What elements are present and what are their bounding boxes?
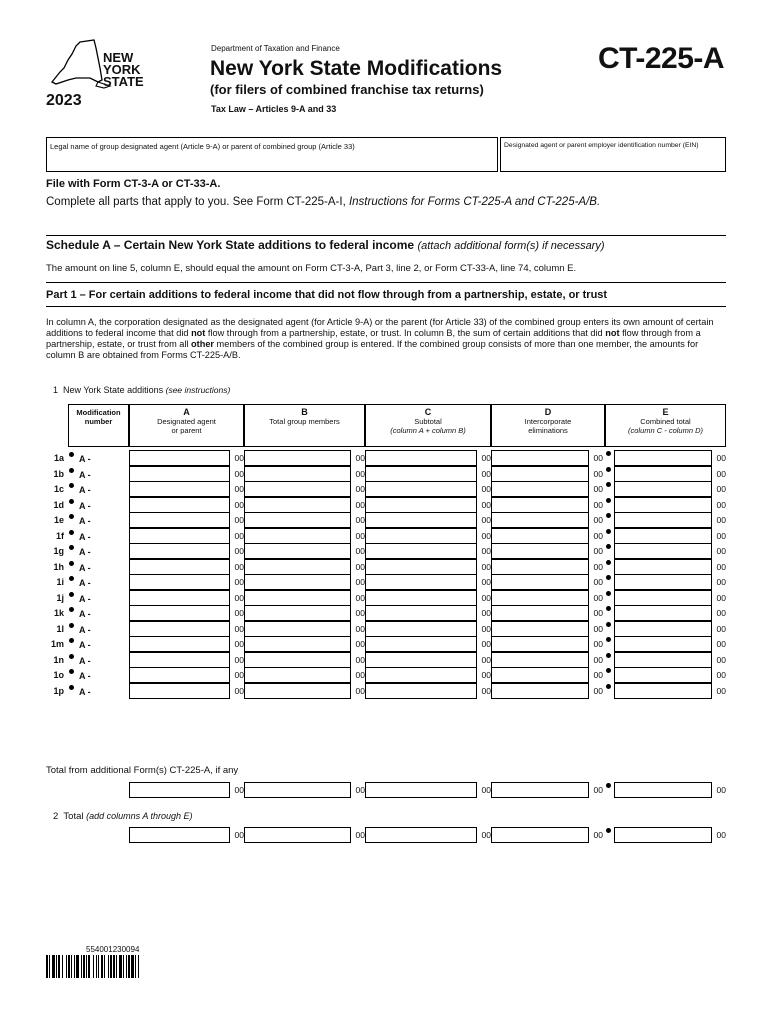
cents-label: 00 bbox=[234, 530, 244, 541]
cents-label: 00 bbox=[481, 453, 491, 463]
modification-prefix: A - bbox=[79, 655, 91, 666]
row-1h-col-e-input[interactable] bbox=[614, 559, 712, 575]
row-number: 1c bbox=[53, 484, 64, 494]
row-1l-col-b-input[interactable] bbox=[244, 621, 351, 637]
cents-label: 00 bbox=[593, 484, 603, 494]
cents-label: 00 bbox=[716, 499, 726, 510]
row-number: 1b bbox=[53, 468, 64, 479]
cents-label: 00 bbox=[234, 468, 244, 479]
bullet-icon bbox=[69, 576, 74, 581]
cents-label: 00 bbox=[716, 608, 726, 618]
modification-number-input[interactable] bbox=[96, 621, 128, 637]
total-additional-label: Total from additional Form(s) CT-225-A, if any bbox=[46, 765, 239, 776]
bullet-icon bbox=[606, 591, 611, 596]
bullet-icon bbox=[606, 451, 611, 456]
logo-year: 2023 bbox=[46, 92, 82, 109]
instructions-reference: Instructions for Forms CT-225-A and CT-225-A/B. bbox=[348, 196, 601, 208]
cents-label: 00 bbox=[355, 546, 365, 556]
modification-prefix: A - bbox=[79, 686, 91, 697]
cents-label: 00 bbox=[355, 592, 365, 603]
barcode-number: 554001230094 bbox=[86, 945, 140, 954]
cents-label: 00 bbox=[593, 685, 603, 696]
row-1n-col-b-input[interactable] bbox=[244, 652, 351, 668]
cents-label: 00 bbox=[355, 670, 365, 680]
row-1e-col-c-input[interactable] bbox=[365, 512, 477, 528]
row-1k-col-a-input[interactable] bbox=[129, 605, 230, 621]
row-number: 1l bbox=[56, 623, 64, 634]
cents-label: 00 bbox=[716, 685, 726, 696]
cents-label: 00 bbox=[234, 685, 244, 696]
cents-label: 00 bbox=[355, 654, 365, 665]
row-1f-col-b-input[interactable] bbox=[244, 528, 351, 544]
cents-label: 00 bbox=[355, 623, 365, 634]
cents-label: 00 bbox=[481, 546, 491, 556]
bullet-icon bbox=[606, 544, 611, 549]
cents-label: 00 bbox=[716, 592, 726, 603]
row-number: 1e bbox=[53, 515, 64, 525]
file-with-instruction: File with Form CT-3-A or CT-33-A. bbox=[46, 178, 221, 190]
row-number: 1h bbox=[53, 561, 64, 572]
column-b-header: B Total group members bbox=[244, 404, 365, 447]
modification-number-input[interactable] bbox=[96, 481, 128, 497]
cents-label: 00 bbox=[355, 639, 365, 649]
column-c-header: C Subtotal (column A + column B) bbox=[365, 404, 491, 447]
cents-label: 00 bbox=[593, 608, 603, 618]
modification-number-input[interactable] bbox=[96, 652, 128, 668]
bullet-icon bbox=[69, 592, 74, 597]
row-number: 1d bbox=[53, 499, 64, 510]
modification-number-input[interactable] bbox=[96, 574, 128, 590]
cents-label: 00 bbox=[234, 592, 244, 603]
row-number: 1p bbox=[53, 685, 64, 696]
cents-label: 00 bbox=[716, 561, 726, 572]
cents-label: 00 bbox=[355, 561, 365, 572]
cents-label: 00 bbox=[716, 546, 726, 556]
modification-number-input[interactable] bbox=[96, 667, 128, 683]
cents-label: 00 bbox=[481, 561, 491, 572]
cents-label: 00 bbox=[234, 453, 244, 463]
row-1h-col-c-input[interactable] bbox=[365, 559, 477, 575]
form-subtitle: (for filers of combined franchise tax returns) bbox=[210, 82, 484, 97]
cents-label: 00 bbox=[481, 530, 491, 541]
bullet-icon bbox=[69, 499, 74, 504]
modification-prefix: A - bbox=[79, 562, 91, 573]
row-1e-col-e-input[interactable] bbox=[614, 512, 712, 528]
total-additional-col-d-input[interactable] bbox=[491, 782, 589, 798]
modification-prefix: A - bbox=[79, 454, 91, 464]
row-1b-col-b-input[interactable] bbox=[244, 466, 351, 482]
cents-label: 00 bbox=[481, 623, 491, 634]
total-additional-col-e-input[interactable] bbox=[614, 782, 712, 798]
row-1k-col-e-input[interactable] bbox=[614, 605, 712, 621]
barcode bbox=[46, 955, 196, 978]
row-1e-col-b-input[interactable] bbox=[244, 512, 351, 528]
modification-number-input[interactable] bbox=[96, 497, 128, 513]
row-1a-col-d-input[interactable] bbox=[491, 450, 589, 466]
row-number: 1g bbox=[53, 546, 64, 556]
bullet-icon bbox=[606, 482, 611, 487]
modification-prefix: A - bbox=[79, 624, 91, 635]
schedule-a-title: Schedule A – Certain New York State additions to federal income (attach additional form(s) if necessary) bbox=[46, 238, 605, 252]
department-name: Department of Taxation and Finance bbox=[211, 44, 340, 53]
modification-number-input[interactable] bbox=[96, 605, 128, 621]
bullet-icon bbox=[69, 623, 74, 628]
row-number: 1i bbox=[56, 577, 64, 587]
row-1d-col-e-input[interactable] bbox=[614, 497, 712, 513]
ein-field[interactable] bbox=[500, 137, 726, 172]
logo-york: YORK bbox=[103, 62, 141, 77]
line2-total-col-a-input[interactable] bbox=[129, 827, 230, 843]
modification-number-input[interactable] bbox=[96, 683, 128, 699]
row-1m-col-a-input[interactable] bbox=[129, 636, 230, 652]
row-1e-col-d-input[interactable] bbox=[491, 512, 589, 528]
cents-label: 00 bbox=[481, 468, 491, 479]
row-1p-col-c-input[interactable] bbox=[365, 683, 477, 699]
row-1m-col-e-input[interactable] bbox=[614, 636, 712, 652]
row-1o-col-a-input[interactable] bbox=[129, 667, 230, 683]
row-1c-col-c-input[interactable] bbox=[365, 481, 477, 497]
cents-label: 00 bbox=[593, 785, 603, 795]
tax-law: Tax Law – Articles 9-A and 33 bbox=[211, 104, 337, 114]
cents-label: 00 bbox=[355, 453, 365, 463]
row-1b-col-a-input[interactable] bbox=[129, 466, 230, 482]
row-1l-col-a-input[interactable] bbox=[129, 621, 230, 637]
cents-label: 00 bbox=[234, 830, 244, 840]
bullet-icon bbox=[606, 513, 611, 518]
cents-label: 00 bbox=[716, 515, 726, 525]
cents-label: 00 bbox=[234, 654, 244, 665]
bullet-icon bbox=[606, 467, 611, 472]
row-1c-col-e-input[interactable] bbox=[614, 481, 712, 497]
row-1j-col-b-input[interactable] bbox=[244, 590, 351, 606]
modification-number-input[interactable] bbox=[96, 528, 128, 544]
row-1l-col-c-input[interactable] bbox=[365, 621, 477, 637]
modification-number-input[interactable] bbox=[96, 512, 128, 528]
cents-label: 00 bbox=[481, 577, 491, 587]
divider bbox=[46, 306, 726, 307]
row-1m-col-c-input[interactable] bbox=[365, 636, 477, 652]
schedule-a-note: (attach additional form(s) if necessary) bbox=[417, 240, 605, 252]
row-1p-col-d-input[interactable] bbox=[491, 683, 589, 699]
bullet-icon bbox=[69, 561, 74, 566]
row-number: 1k bbox=[53, 608, 64, 618]
row-1n-col-d-input[interactable] bbox=[491, 652, 589, 668]
row-1k-col-d-input[interactable] bbox=[491, 605, 589, 621]
row-1m-col-d-input[interactable] bbox=[491, 636, 589, 652]
row-1g-col-b-input[interactable] bbox=[244, 543, 351, 559]
cents-label: 00 bbox=[593, 577, 603, 587]
row-1i-col-e-input[interactable] bbox=[614, 574, 712, 590]
row-number: 1n bbox=[53, 654, 64, 665]
bullet-icon bbox=[606, 637, 611, 642]
cents-label: 00 bbox=[481, 654, 491, 665]
logo-state: STATE bbox=[103, 74, 144, 89]
bullet-icon bbox=[606, 783, 611, 788]
cents-label: 00 bbox=[481, 499, 491, 510]
cents-label: 00 bbox=[481, 515, 491, 525]
cents-label: 00 bbox=[355, 785, 365, 795]
complete-instruction: Complete all parts that apply to you. See Form CT-225-A-I, Instructions for Forms CT-225-A and CT-225-A/B. bbox=[46, 196, 601, 208]
modification-number-input[interactable] bbox=[96, 450, 128, 466]
modification-prefix: A - bbox=[79, 469, 91, 480]
cents-label: 00 bbox=[716, 530, 726, 541]
cents-label: 00 bbox=[355, 577, 365, 587]
cents-label: 00 bbox=[234, 499, 244, 510]
row-1c-col-a-input[interactable] bbox=[129, 481, 230, 497]
row-1e-col-a-input[interactable] bbox=[129, 512, 230, 528]
cents-label: 00 bbox=[481, 639, 491, 649]
cents-label: 00 bbox=[716, 785, 726, 795]
modification-prefix: A - bbox=[79, 640, 91, 650]
bullet-icon bbox=[69, 607, 74, 612]
modification-number-input[interactable] bbox=[96, 590, 128, 606]
cents-label: 00 bbox=[593, 670, 603, 680]
cents-label: 00 bbox=[593, 499, 603, 510]
cents-label: 00 bbox=[234, 608, 244, 618]
form-title: New York State Modifications bbox=[210, 57, 503, 80]
line2-total-col-c-input[interactable] bbox=[365, 827, 477, 843]
row-1f-col-a-input[interactable] bbox=[129, 528, 230, 544]
row-1f-col-d-input[interactable] bbox=[491, 528, 589, 544]
cents-label: 00 bbox=[593, 530, 603, 541]
cents-label: 00 bbox=[234, 577, 244, 587]
total-additional-col-a-input[interactable] bbox=[129, 782, 230, 798]
cents-label: 00 bbox=[234, 546, 244, 556]
row-1o-col-d-input[interactable] bbox=[491, 667, 589, 683]
modification-prefix: A - bbox=[79, 671, 91, 681]
modification-prefix: A - bbox=[79, 531, 91, 542]
cents-label: 00 bbox=[593, 623, 603, 634]
cents-label: 00 bbox=[481, 830, 491, 840]
row-1c-col-d-input[interactable] bbox=[491, 481, 589, 497]
bullet-icon bbox=[606, 606, 611, 611]
cents-label: 00 bbox=[234, 785, 244, 795]
bullet-icon bbox=[69, 452, 74, 457]
cents-label: 00 bbox=[593, 830, 603, 840]
legal-name-label: Legal name of group designated agent (Article 9-A) or parent of combined group (Article 33) bbox=[50, 142, 355, 151]
row-1g-col-c-input[interactable] bbox=[365, 543, 477, 559]
bullet-icon bbox=[606, 622, 611, 627]
modification-number-input[interactable] bbox=[96, 543, 128, 559]
cents-label: 00 bbox=[716, 670, 726, 680]
row-1h-col-b-input[interactable] bbox=[244, 559, 351, 575]
cents-label: 00 bbox=[234, 484, 244, 494]
cents-label: 00 bbox=[716, 577, 726, 587]
column-d-header: D Intercorporate eliminations bbox=[491, 404, 605, 447]
cents-label: 00 bbox=[716, 623, 726, 634]
row-number: 1a bbox=[53, 453, 64, 463]
bullet-icon bbox=[69, 669, 74, 674]
divider bbox=[46, 282, 726, 283]
part1-title: Part 1 – For certain additions to federal income that did not flow through from a partnership, estate, or trust bbox=[46, 289, 608, 301]
row-1o-col-c-input[interactable] bbox=[365, 667, 477, 683]
bullet-icon bbox=[69, 654, 74, 659]
cents-label: 00 bbox=[355, 468, 365, 479]
cents-label: 00 bbox=[593, 639, 603, 649]
row-1i-col-c-input[interactable] bbox=[365, 574, 477, 590]
cents-label: 00 bbox=[593, 546, 603, 556]
modification-number-input[interactable] bbox=[96, 636, 128, 652]
modification-prefix: A - bbox=[79, 485, 91, 495]
cents-label: 00 bbox=[593, 592, 603, 603]
cents-label: 00 bbox=[716, 830, 726, 840]
row-1m-col-b-input[interactable] bbox=[244, 636, 351, 652]
bullet-icon bbox=[606, 529, 611, 534]
row-1k-col-b-input[interactable] bbox=[244, 605, 351, 621]
row-number: 1j bbox=[56, 592, 64, 603]
modification-prefix: A - bbox=[79, 500, 91, 511]
row-1a-col-b-input[interactable] bbox=[244, 450, 351, 466]
column-a-header: A Designated agent or parent bbox=[129, 404, 244, 447]
row-1n-col-e-input[interactable] bbox=[614, 652, 712, 668]
row-1p-col-a-input[interactable] bbox=[129, 683, 230, 699]
cents-label: 00 bbox=[355, 830, 365, 840]
modification-number-header: Modification number bbox=[68, 404, 129, 447]
logo-new: NEW bbox=[103, 50, 134, 65]
legal-name-field[interactable] bbox=[46, 137, 498, 172]
bullet-icon bbox=[606, 684, 611, 689]
total-additional-col-c-input[interactable] bbox=[365, 782, 477, 798]
cents-label: 00 bbox=[716, 453, 726, 463]
row-1d-col-b-input[interactable] bbox=[244, 497, 351, 513]
row-1b-col-e-input[interactable] bbox=[614, 466, 712, 482]
row-1j-col-c-input[interactable] bbox=[365, 590, 477, 606]
bullet-icon bbox=[69, 530, 74, 535]
part1-instructions: In column A, the corporation designated as the designated agent (for Article 9-A) or the parent (for Article 33) of the combined group enters its own amount of certain additions to federal income that did not flow through from a partnership, estate, or trust. In column B, the sum of certain additions that did not flow through from a partnership, estate, or trust from all other members of the combined group is entered. If the combined group consists of more than one member, the amounts for column B are obtained from Forms CT-225-A/B. bbox=[46, 317, 714, 360]
bullet-icon bbox=[69, 638, 74, 643]
row-1n-col-c-input[interactable] bbox=[365, 652, 477, 668]
cents-label: 00 bbox=[716, 639, 726, 649]
cents-label: 00 bbox=[355, 499, 365, 510]
cents-label: 00 bbox=[481, 785, 491, 795]
bullet-icon bbox=[69, 483, 74, 488]
cents-label: 00 bbox=[481, 670, 491, 680]
ein-label: Designated agent or parent employer identification number (EIN) bbox=[504, 142, 699, 149]
line2-total-col-e-input[interactable] bbox=[614, 827, 712, 843]
row-1p-col-e-input[interactable] bbox=[614, 683, 712, 699]
row-1o-col-e-input[interactable] bbox=[614, 667, 712, 683]
row-number: 1f bbox=[55, 530, 64, 541]
modification-prefix: A - bbox=[79, 593, 91, 604]
modification-number-input[interactable] bbox=[96, 466, 128, 482]
bullet-icon bbox=[606, 653, 611, 658]
row-1i-col-a-input[interactable] bbox=[129, 574, 230, 590]
row-1d-col-c-input[interactable] bbox=[365, 497, 477, 513]
row-1j-col-a-input[interactable] bbox=[129, 590, 230, 606]
row-1g-col-d-input[interactable] bbox=[491, 543, 589, 559]
bullet-icon bbox=[606, 498, 611, 503]
row-number: 1m bbox=[50, 639, 64, 649]
cents-label: 00 bbox=[234, 670, 244, 680]
cents-label: 00 bbox=[234, 515, 244, 525]
row-1i-col-d-input[interactable] bbox=[491, 574, 589, 590]
row-1n-col-a-input[interactable] bbox=[129, 652, 230, 668]
bullet-icon bbox=[606, 828, 611, 833]
row-1d-col-a-input[interactable] bbox=[129, 497, 230, 513]
cents-label: 00 bbox=[355, 515, 365, 525]
divider bbox=[46, 235, 726, 236]
row-1d-col-d-input[interactable] bbox=[491, 497, 589, 513]
modification-prefix: A - bbox=[79, 609, 91, 619]
cents-label: 00 bbox=[234, 623, 244, 634]
modification-prefix: A - bbox=[79, 578, 91, 588]
line2-total-col-b-input[interactable] bbox=[244, 827, 351, 843]
row-1b-col-c-input[interactable] bbox=[365, 466, 477, 482]
nys-logo bbox=[46, 38, 156, 112]
amount-note: The amount on line 5, column E, should equal the amount on Form CT-3-A, Part 3, line 2, or Form CT-33-A, line 74, column E. bbox=[46, 263, 577, 274]
cents-label: 00 bbox=[355, 685, 365, 696]
form-number: CT-225-A bbox=[598, 42, 725, 75]
cents-label: 00 bbox=[481, 592, 491, 603]
cents-label: 00 bbox=[716, 654, 726, 665]
row-1o-col-b-input[interactable] bbox=[244, 667, 351, 683]
row-1g-col-a-input[interactable] bbox=[129, 543, 230, 559]
row-1a-col-e-input[interactable] bbox=[614, 450, 712, 466]
modification-prefix: A - bbox=[79, 516, 91, 526]
row-1j-col-e-input[interactable] bbox=[614, 590, 712, 606]
bullet-icon bbox=[606, 668, 611, 673]
cents-label: 00 bbox=[234, 561, 244, 572]
cents-label: 00 bbox=[716, 468, 726, 479]
row-1a-col-c-input[interactable] bbox=[365, 450, 477, 466]
total-additional-col-b-input[interactable] bbox=[244, 782, 351, 798]
row-1h-col-d-input[interactable] bbox=[491, 559, 589, 575]
line2-total-col-d-input[interactable] bbox=[491, 827, 589, 843]
row-1f-col-e-input[interactable] bbox=[614, 528, 712, 544]
cents-label: 00 bbox=[593, 453, 603, 463]
row-1l-col-e-input[interactable] bbox=[614, 621, 712, 637]
row-1j-col-d-input[interactable] bbox=[491, 590, 589, 606]
column-e-header: E Combined total (column C - column D) bbox=[605, 404, 726, 447]
row-1p-col-b-input[interactable] bbox=[244, 683, 351, 699]
line2-label: 2 Total (add columns A through E) bbox=[53, 811, 193, 822]
bullet-icon bbox=[69, 468, 74, 473]
cents-label: 00 bbox=[593, 468, 603, 479]
row-number: 1o bbox=[53, 670, 64, 680]
cents-label: 00 bbox=[355, 530, 365, 541]
bullet-icon bbox=[69, 545, 74, 550]
bullet-icon bbox=[606, 560, 611, 565]
cents-label: 00 bbox=[355, 484, 365, 494]
row-1k-col-c-input[interactable] bbox=[365, 605, 477, 621]
row-1g-col-e-input[interactable] bbox=[614, 543, 712, 559]
row-1a-col-a-input[interactable] bbox=[129, 450, 230, 466]
cents-label: 00 bbox=[593, 654, 603, 665]
row-1l-col-d-input[interactable] bbox=[491, 621, 589, 637]
bullet-icon bbox=[69, 514, 74, 519]
cents-label: 00 bbox=[234, 639, 244, 649]
line1-label: 1 New York State additions (see instructions) bbox=[53, 385, 231, 395]
cents-label: 00 bbox=[355, 608, 365, 618]
barcode-bar bbox=[139, 955, 141, 978]
cents-label: 00 bbox=[481, 685, 491, 696]
row-1i-col-b-input[interactable] bbox=[244, 574, 351, 590]
bullet-icon bbox=[606, 575, 611, 580]
row-1c-col-b-input[interactable] bbox=[244, 481, 351, 497]
row-1b-col-d-input[interactable] bbox=[491, 466, 589, 482]
cents-label: 00 bbox=[593, 561, 603, 572]
row-1h-col-a-input[interactable] bbox=[129, 559, 230, 575]
cents-label: 00 bbox=[716, 484, 726, 494]
modification-prefix: A - bbox=[79, 547, 91, 557]
bullet-icon bbox=[69, 685, 74, 690]
cents-label: 00 bbox=[481, 484, 491, 494]
cents-label: 00 bbox=[593, 515, 603, 525]
modification-number-input[interactable] bbox=[96, 559, 128, 575]
row-1f-col-c-input[interactable] bbox=[365, 528, 477, 544]
cents-label: 00 bbox=[481, 608, 491, 618]
